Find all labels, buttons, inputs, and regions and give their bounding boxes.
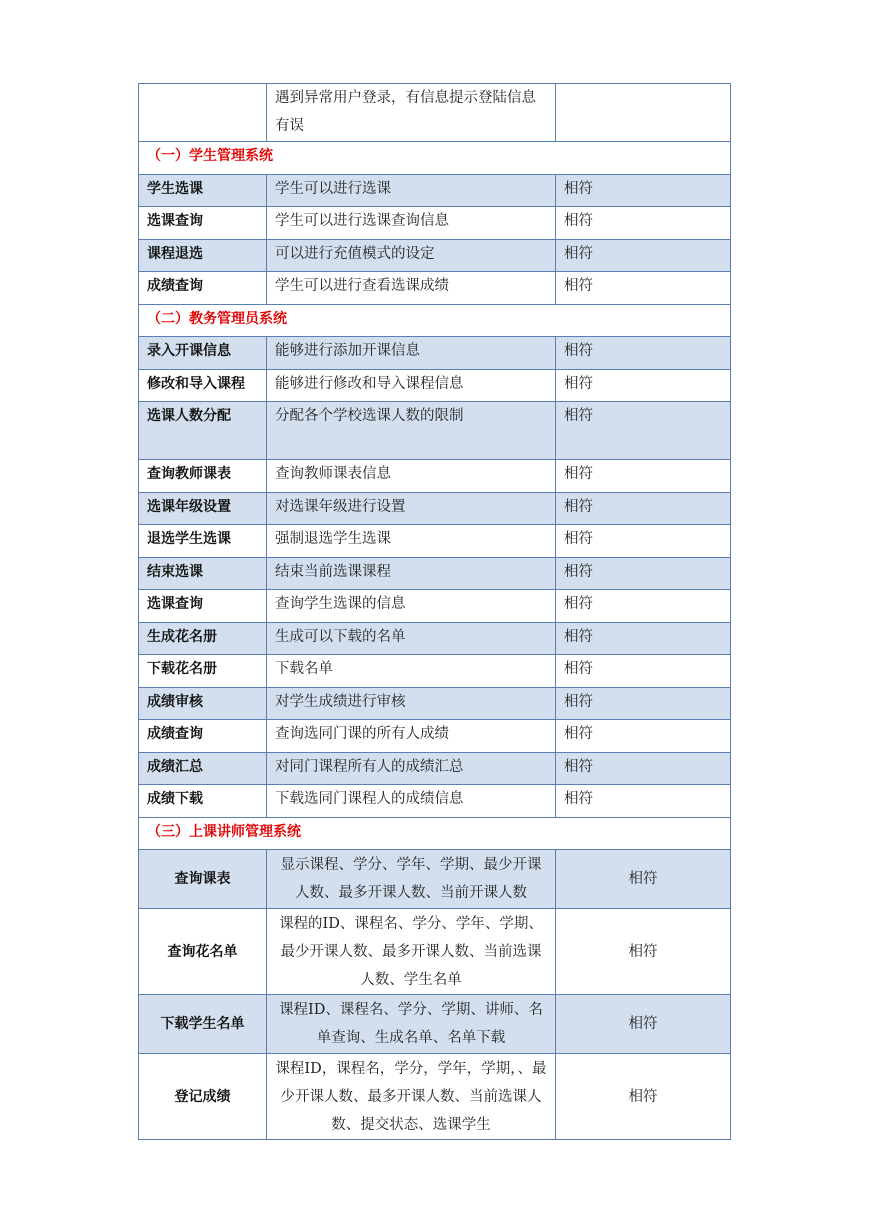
feature-cell: 查询教师课表: [139, 460, 267, 493]
desc-cell: 课程ID，课程名，学分，学年，学期，、最少开课人数、最多开课人数、当前选课人数、提交状态、选课学生: [267, 1054, 556, 1140]
result-cell: 相符: [556, 337, 731, 370]
result-cell: 相符: [556, 785, 731, 818]
table-row: [139, 240, 731, 272]
table-row: [139, 370, 731, 402]
feature-cell: 修改和导入课程: [139, 370, 267, 402]
result-cell: 相符: [556, 850, 731, 909]
desc-cell: 学生可以进行选课查询信息: [267, 207, 556, 240]
result-cell: 相符: [556, 175, 731, 207]
desc-cell: 对同门课程所有人的成绩汇总: [267, 753, 556, 785]
table-row: [139, 590, 731, 623]
result-cell: 相符: [556, 558, 731, 590]
result-cell: 相符: [556, 909, 731, 995]
feature-cell: 成绩查询: [139, 720, 267, 753]
result-cell: 相符: [556, 272, 731, 305]
result-cell: 相符: [556, 1054, 731, 1140]
feature-cell: 退选学生选课: [139, 525, 267, 558]
table-row: [139, 909, 731, 995]
result-cell: 相符: [556, 207, 731, 240]
table-row: [139, 175, 731, 207]
desc-cell: 强制退选学生选课: [267, 525, 556, 558]
table-row: [139, 720, 731, 753]
desc-cell: 结束当前选课课程: [267, 558, 556, 590]
feature-cell: 选课查询: [139, 590, 267, 623]
feature-cell: 下载学生名单: [139, 995, 267, 1054]
result-cell: 相符: [556, 590, 731, 623]
table-row: [139, 995, 731, 1054]
result-cell: 相符: [556, 995, 731, 1054]
table-row: [139, 623, 731, 655]
section-title: （三）上课讲师管理系统: [139, 818, 731, 850]
feature-cell: 成绩下载: [139, 785, 267, 818]
result-cell: 相符: [556, 460, 731, 493]
desc-cell: 查询教师课表信息: [267, 460, 556, 493]
table-row: [139, 337, 731, 370]
table-row: [139, 655, 731, 688]
feature-cell: 选课人数分配: [139, 402, 267, 460]
desc-cell: 能够进行修改和导入课程信息: [267, 370, 556, 402]
table-row: [139, 493, 731, 525]
desc-cell: 下载选同门课程人的成绩信息: [267, 785, 556, 818]
requirements-table: [138, 83, 731, 1140]
result-cell: 相符: [556, 720, 731, 753]
desc-cell: 查询选同门课的所有人成绩: [267, 720, 556, 753]
feature-cell: 查询课表: [139, 850, 267, 909]
feature-cell: 成绩查询: [139, 272, 267, 305]
table-row: [139, 460, 731, 493]
desc-cell: 可以进行充值模式的设定: [267, 240, 556, 272]
section-header-row: [139, 142, 731, 175]
desc-cell: 遇到异常用户登录，有信息提示登陆信息有误: [267, 84, 556, 142]
table-row: [139, 688, 731, 720]
result-cell: 相符: [556, 655, 731, 688]
feature-cell: 登记成绩: [139, 1054, 267, 1140]
feature-cell: 选课查询: [139, 207, 267, 240]
table-row: [139, 753, 731, 785]
desc-cell: 能够进行添加开课信息: [267, 337, 556, 370]
desc-cell: 学生可以进行查看选课成绩: [267, 272, 556, 305]
desc-cell: 课程ID、课程名、学分、学期、讲师、名单查询、生成名单、名单下载: [267, 995, 556, 1054]
table-row: [139, 207, 731, 240]
desc-cell: 学生可以进行选课: [267, 175, 556, 207]
section-title: （一）学生管理系统: [139, 142, 731, 175]
feature-cell: 学生选课: [139, 175, 267, 207]
desc-cell: 分配各个学校选课人数的限制: [267, 402, 556, 460]
desc-cell: 查询学生选课的信息: [267, 590, 556, 623]
feature-cell: 选课年级设置: [139, 493, 267, 525]
desc-cell: 生成可以下载的名单: [267, 623, 556, 655]
section-header-row: [139, 818, 731, 850]
feature-cell: [139, 84, 267, 142]
feature-cell: 下载花名册: [139, 655, 267, 688]
section-header-row: [139, 305, 731, 337]
result-cell: 相符: [556, 370, 731, 402]
table-row: [139, 785, 731, 818]
result-cell: [556, 84, 731, 142]
desc-cell: 显示课程、学分、学年、学期、最少开课人数、最多开课人数、当前开课人数: [267, 850, 556, 909]
result-cell: 相符: [556, 688, 731, 720]
table-row: [139, 84, 731, 142]
desc-cell: 下载名单: [267, 655, 556, 688]
feature-cell: 录入开课信息: [139, 337, 267, 370]
table-row: [139, 402, 731, 460]
table-row: [139, 525, 731, 558]
feature-cell: 课程退选: [139, 240, 267, 272]
result-cell: 相符: [556, 240, 731, 272]
result-cell: 相符: [556, 753, 731, 785]
table-row: [139, 272, 731, 305]
desc-cell: 对选课年级进行设置: [267, 493, 556, 525]
table-row: [139, 850, 731, 909]
desc-cell: 课程的ID、课程名、学分、学年、学期、最少开课人数、最多开课人数、当前选课人数、学生名单: [267, 909, 556, 995]
feature-cell: 生成花名册: [139, 623, 267, 655]
section-title: （二）教务管理员系统: [139, 305, 731, 337]
feature-cell: 查询花名单: [139, 909, 267, 995]
feature-cell: 结束选课: [139, 558, 267, 590]
result-cell: 相符: [556, 525, 731, 558]
table-row: [139, 558, 731, 590]
result-cell: 相符: [556, 493, 731, 525]
feature-cell: 成绩汇总: [139, 753, 267, 785]
result-cell: 相符: [556, 402, 731, 460]
result-cell: 相符: [556, 623, 731, 655]
feature-cell: 成绩审核: [139, 688, 267, 720]
desc-cell: 对学生成绩进行审核: [267, 688, 556, 720]
table-row: [139, 1054, 731, 1140]
